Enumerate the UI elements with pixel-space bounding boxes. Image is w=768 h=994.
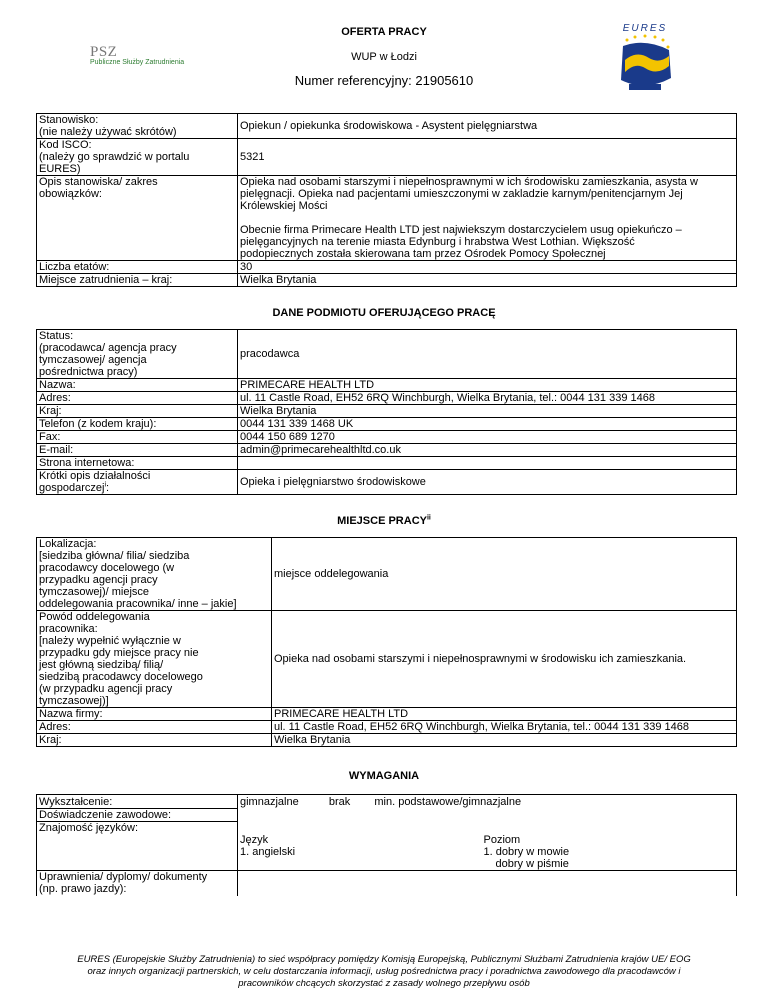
email-label: E-mail: (37, 444, 238, 457)
company-label: Nazwa firmy: (37, 708, 272, 721)
work-country-value: Wielka Brytania (238, 274, 737, 287)
duties-value: Opieka nad osobami starszymi i niepełnosprawnymi w ich środowisku zamieszkania, asysta w pielęgnacji. Opieka nad pacjentami umieszczonymi w zakladzie karnym/penitencjarnym Jej Królewskiej Mości Obecnie firma Primecare Health LTD jest najwiekszym dostarczycielem usug opiekuńczo – pielęgancyjnych na terenie miasta Edynburg i hrabstwa West Lothian. Większość podopiecznych została skierowana tam przez Ośrodek Pomocy Społecznej (238, 176, 737, 261)
eures-logo (615, 20, 675, 98)
document-title: OFERTA PRACY (341, 26, 427, 38)
workplace-table (36, 537, 737, 747)
level-column (482, 822, 737, 871)
extra-education-value: min. podstawowe/gimnazjalne (374, 795, 522, 808)
language-header: Język (240, 833, 269, 846)
name-label: Nazwa: (37, 379, 238, 392)
email-value: admin@primecarehealthltd.co.uk (238, 444, 737, 457)
level-writing: dobry w piśmie (495, 857, 569, 870)
isco-value: 5321 (238, 139, 737, 176)
reason-label: Powód oddelegowania pracownika: [należy wypełnić wyłącznie w przypadku gdy miejsce pracy nie jest główną siedzibą/ filią/ siedzibą pracodawcy docelowego (w przypadku agencji pracy tymczasowej)] (37, 611, 272, 708)
office-name: WUP w Łodzi (351, 51, 417, 63)
level-header: Poziom (483, 833, 521, 846)
language-column (238, 822, 482, 871)
fte-value: 30 (238, 261, 737, 274)
isco-label: Kod ISCO: (należy go sprawdzić w portalu EURES) (37, 139, 238, 176)
workplace-section-title: MIEJSCE PRACY$^{ii}$ (337, 514, 431, 527)
job-table (36, 113, 737, 287)
phone-label: Telefon (z kodem kraju): (37, 418, 238, 431)
work-country-label: Miejsce zatrudnienia – kraj: (37, 274, 238, 287)
status-value: pracodawca (238, 330, 737, 379)
experience-label: Doświadczenie zawodowe: (37, 809, 238, 822)
level-speaking: 1. dobry w mowie (483, 845, 570, 858)
position-label: Stanowisko: (nie należy używać skrótów) (37, 114, 238, 139)
licenses-value (238, 870, 737, 896)
status-label: Status: (pracodawca/ agencja pracy tymczasowej/ agencja pośrednictwa pracy) (37, 330, 238, 379)
location-value: miejsce oddelegowania (272, 538, 737, 611)
activity-label: Krótki opis działalności gospodarczej$^i$: (37, 470, 238, 495)
education-row-values (238, 795, 737, 809)
reference-number: Numer referencyjny: 21905610 (294, 73, 474, 88)
website-value (238, 457, 737, 470)
phone-value: 0044 131 339 1468 UK (238, 418, 737, 431)
country-value: Wielka Brytania (238, 405, 737, 418)
workplace-address-value: ul. 11 Castle Road, EH52 6RQ Winchburgh, Wielka Brytania, tel.: 0044 131 339 1468 (272, 721, 737, 734)
fte-label: Liczba etatów: (37, 261, 238, 274)
activity-value: Opieka i pielęgniarstwo środowiskowe (238, 470, 737, 495)
education-value: gimnazjalne (240, 795, 299, 808)
reason-value: Opieka nad osobami starszymi i niepełnosprawnymi w środowisku ich zamieszkania. (272, 611, 737, 708)
location-label: Lokalizacja: [siedziba główna/ filia/ siedziba pracodawcy docelowego (w przypadku agencji pracy tymczasowej)/ miejsce oddelegowania pracownika/ inne – jakie] (37, 538, 272, 611)
psz-logo-subtitle: Publiczne Służby Zatrudnienia (90, 59, 185, 66)
website-label: Strona internetowa: (37, 457, 238, 470)
workplace-address-label: Adres: (37, 721, 272, 734)
experience-value: brak (328, 795, 351, 808)
psz-logo-text: PSZ (90, 44, 118, 60)
employer-section-title: DANE PODMIOTU OFERUJĄCEGO PRACĘ (272, 307, 496, 319)
workplace-country-value: Wielka Brytania (272, 734, 737, 747)
country-label: Kraj: (37, 405, 238, 418)
footer-note: EURES (Europejskie Służby Zatrudnienia) to sieć współpracy pomiędzy Komisją Europejską, Publicznymi Służbami Zatrudnienia krajów UE/ EOG oraz innych organizacji partnerskich, w celu dostarczania informacji, usług pośrednictwa pracy i poradnictwa zawodowego dla pracodawców i pracowników chcących skorzystać z zasady wolnego przepływu osób (77, 954, 691, 989)
name-value: PRIMECARE HEALTH LTD (238, 379, 737, 392)
address-label: Adres: (37, 392, 238, 405)
address-value: ul. 11 Castle Road, EH52 6RQ Winchburgh, Wielka Brytania, tel.: 0044 131 339 1468 (238, 392, 737, 405)
fax-label: Fax: (37, 431, 238, 444)
employer-table (36, 329, 737, 495)
workplace-country-label: Kraj: (37, 734, 272, 747)
company-value: PRIMECARE HEALTH LTD (272, 708, 737, 721)
fax-value: 0044 150 689 1270 (238, 431, 737, 444)
duties-label: Opis stanowiska/ zakres obowiązków: (37, 176, 238, 261)
languages-label: Znajomość języków: (37, 822, 238, 871)
eures-logo-text: EURES (622, 23, 668, 34)
education-label: Wykształcenie: (37, 795, 238, 809)
requirements-section-title: WYMAGANIA (348, 770, 420, 782)
position-value: Opiekun / opiekunka środowiskowa - Asystent pielęgniarstwa (238, 114, 737, 139)
language-value: 1. angielski (240, 845, 296, 858)
licenses-label: Uprawnienia/ dyplomy/ dokumenty (np. prawo jazdy): (37, 870, 238, 896)
requirements-table (36, 794, 737, 896)
